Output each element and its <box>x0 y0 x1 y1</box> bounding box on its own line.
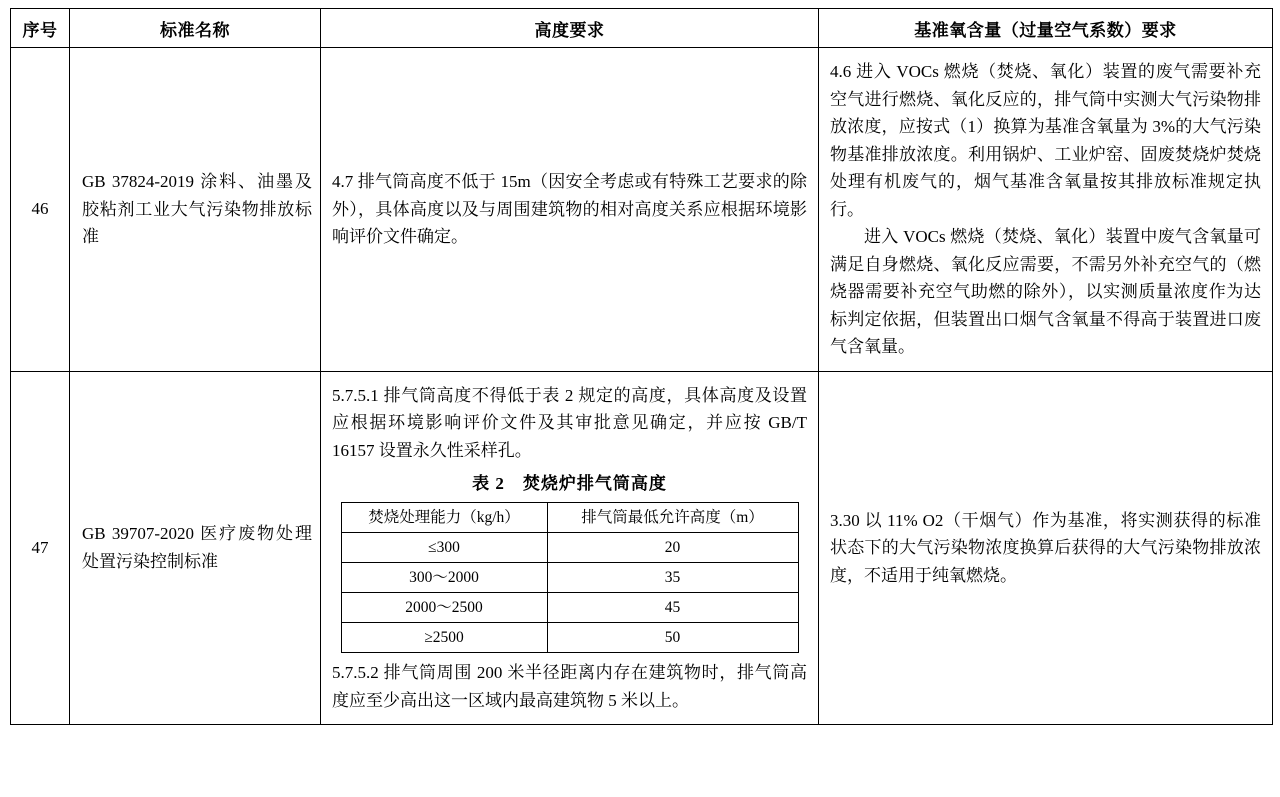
subtable-header-row <box>341 502 798 532</box>
table-row <box>11 371 1273 724</box>
row-height-cell <box>321 48 819 372</box>
row-oxygen-cell <box>819 371 1273 724</box>
subtable-column-capacity: 焚烧处理能力（kg/h） <box>341 502 547 532</box>
height-paragraph-1: 5.7.5.1 排气筒高度不得低于表 2 规定的高度，具体高度及设置应根据环境影响评价文件及其审批意见确定，并应按 GB/T 16157 设置永久性采样孔。 <box>332 385 807 460</box>
subtable-height: 45 <box>547 592 798 622</box>
subtable-capacity: ≥2500 <box>341 622 547 652</box>
column-header-no: 序号 <box>11 9 70 48</box>
row-number: 46 <box>11 48 70 372</box>
table-body <box>11 48 1273 725</box>
oxygen-paragraph-1: 4.6 进入 VOCs 燃烧（焚烧、氧化）装置的废气需要补充空气进行燃烧、氧化反应的，排气筒中实测大气污染物排放浓度，应按式（1）换算为基准含氧量为 3%的大气污染物基准排放浓度。利用锅炉、工业炉窑、固废焚烧炉焚烧处理有机废气的，烟气基准含氧量按其排放标准规定执行。 <box>830 62 1261 219</box>
row-number: 47 <box>11 371 70 724</box>
row-height-text <box>321 372 818 724</box>
incinerator-stack-height-table <box>341 502 799 653</box>
column-header-height: 高度要求 <box>321 9 819 48</box>
subtable-capacity: ≤300 <box>341 532 547 562</box>
row-standard-name: GB 39707-2020 医疗废物处理处置污染控制标准 <box>82 524 312 571</box>
row-oxygen-cell <box>819 48 1273 372</box>
column-header-name: 标准名称 <box>70 9 321 48</box>
table-header <box>11 9 1273 48</box>
row-oxygen-text: 3.30 以 11% O2（干烟气）作为基准，将实测获得的标准状态下的大气污染物浓度换算后获得的大气污染物排放浓度，不适用于纯氧燃烧。 <box>830 510 1261 585</box>
row-standard-name-cell <box>70 371 321 724</box>
row-height-cell <box>321 371 819 724</box>
column-header-oxygen: 基准氧含量（过量空气系数）要求 <box>819 9 1273 48</box>
standards-table <box>10 8 1273 725</box>
header-row <box>11 9 1273 48</box>
subtable-row <box>341 532 798 562</box>
subtable-row <box>341 562 798 592</box>
subtable-row <box>341 592 798 622</box>
subtable-row <box>341 622 798 652</box>
subtable-height: 20 <box>547 532 798 562</box>
row-standard-name: GB 37824-2019 涂料、油墨及胶粘剂工业大气污染物排放标准 <box>82 172 312 247</box>
subtable-height: 35 <box>547 562 798 592</box>
height-paragraph-2: 5.7.5.2 排气筒周围 200 米半径距离内存在建筑物时，排气筒高度应至少高出这一区域内最高建筑物 5 米以上。 <box>332 662 807 710</box>
row-height-text: 4.7 排气筒高度不低于 15m（因安全考虑或有特殊工艺要求的除外），具体高度以及与周围建筑物的相对高度关系应根据环境影响评价文件确定。 <box>332 172 807 247</box>
row-standard-name-cell <box>70 48 321 372</box>
subtable-title: 表 2 焚烧炉排气筒高度 <box>472 474 667 494</box>
subtable-column-min-height: 排气筒最低允许高度（m） <box>547 502 798 532</box>
table-row <box>11 48 1273 372</box>
subtable-height: 50 <box>547 622 798 652</box>
row-oxygen-text <box>819 48 1272 371</box>
subtable-capacity: 2000～2500 <box>341 592 547 622</box>
subtable-body <box>341 532 798 652</box>
oxygen-paragraph-2: 进入 VOCs 燃烧（焚烧、氧化）装置中废气含氧量可满足自身燃烧、氧化反应需要，不需另外补充空气的（燃烧器需要补充空气助燃的除外），以实测质量浓度作为达标判定依据，但装置出口烟气含氧量不得高于装置进口废气含氧量。 <box>830 227 1261 357</box>
subtable-header <box>341 502 798 532</box>
subtable-capacity: 300～2000 <box>341 562 547 592</box>
